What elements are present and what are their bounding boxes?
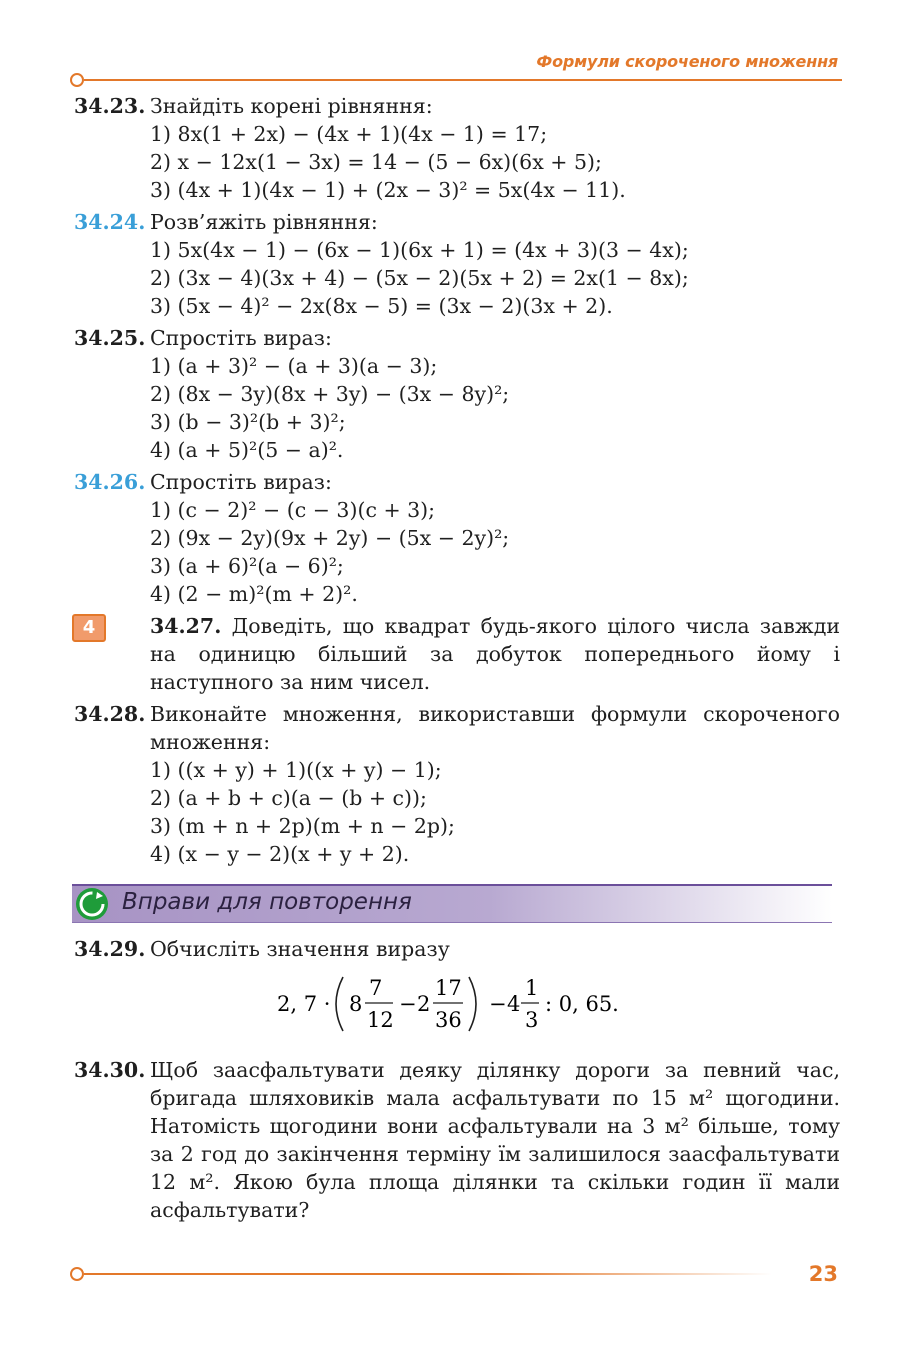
top-rule — [72, 79, 842, 81]
list-item: 3) (m + n + 2p)(m + n − 2p); — [150, 814, 455, 838]
list-item: 2) (9x − 2y)(9x + 2y) − (5x − 2y)²; — [150, 526, 510, 550]
bottom-rule — [72, 1273, 772, 1275]
problem-statement: Щоб заасфальтувати деяку ділянку дороги за певний час, бригада шляховиків мала асфальтувати по 15 м² щогодини. Натомість щогодини вони асфальтували на 3 м² більше, тому за 2 год до закінчення терміну їм залишилося заасфальтувати 12 м². Якою була площа ділянки та скільки годин її мали асфальтувати? — [150, 1058, 840, 1222]
list-item: 3) (a + 6)²(a − 6)²; — [150, 554, 344, 578]
problem-34-27 — [74, 612, 840, 696]
section-title: Формули скороченого множення — [536, 52, 838, 71]
problem-statement: Спростіть вираз: — [150, 470, 332, 494]
formula-den-b: 36 — [435, 1008, 462, 1032]
formula-whole-b: 2 — [417, 992, 431, 1016]
problem-number: 34.26. — [74, 470, 146, 494]
formula-whole-a: 8 — [349, 992, 363, 1016]
formula-minus: − — [399, 992, 417, 1016]
list-item: 4) (2 − m)²(m + 2)². — [150, 582, 358, 606]
problem-34-29 — [74, 935, 840, 1044]
problem-number: 34.23. — [74, 94, 146, 118]
list-item: 2) x − 12x(1 − 3x) = 14 − (5 − 6x)(6x + 5); — [150, 150, 602, 174]
problem-number: 34.30. — [74, 1058, 146, 1082]
formula-num-b: 17 — [435, 976, 462, 1000]
problem-34-25 — [74, 324, 840, 464]
list-item: 4) (x − y − 2)(x + y + 2). — [150, 842, 410, 866]
formula-whole-c: 4 — [507, 992, 521, 1016]
list-item: 3) (b − 3)²(b + 3)²; — [150, 410, 346, 434]
rule-circle-icon — [70, 1267, 84, 1281]
difficulty-marker-icon: 4 — [72, 614, 106, 642]
list-item: 1) (c − 2)² − (c − 3)(c + 3); — [150, 498, 436, 522]
problem-statement: Виконайте множення, використавши формули скороченого множення: — [150, 702, 840, 754]
problem-statement: Знайдіть корені рівняння: — [150, 94, 433, 118]
problem-34-30 — [74, 1056, 840, 1224]
formula-den-a: 12 — [367, 1008, 394, 1032]
problem-34-26 — [74, 468, 840, 608]
problem-number: 34.24. — [74, 210, 146, 234]
cycle-arrows-icon — [76, 888, 108, 920]
list-item: 2) (a + b + c)(a − (b + c)); — [150, 786, 427, 810]
problem-number: 34.27. — [150, 614, 222, 638]
problem-number: 34.25. — [74, 326, 146, 350]
problem-34-23 — [74, 92, 840, 204]
expression-formula — [74, 971, 840, 1044]
review-section-banner — [72, 884, 832, 923]
formula-minus: − — [489, 992, 507, 1016]
formula-den-c: 3 — [525, 1008, 539, 1032]
rule-circle-icon — [70, 73, 84, 87]
list-item: 2) (3x − 4)(3x + 4) − (5x − 2)(5x + 2) = 2x(1 − 8x); — [150, 266, 689, 290]
problem-statement: Спростіть вираз: — [150, 326, 332, 350]
page-number: 23 — [808, 1262, 838, 1286]
list-item: 3) (4x + 1)(4x − 1) + (2x − 3)² = 5x(4x − 11). — [150, 178, 626, 202]
list-item: 4) (a + 5)²(5 − a)². — [150, 438, 344, 462]
list-item: 1) 8x(1 + 2x) − (4x + 1)(4x − 1) = 17; — [150, 122, 548, 146]
problem-34-24 — [74, 208, 840, 320]
review-section-title: Вправи для повторення — [122, 889, 412, 915]
list-item: 1) ((x + y) + 1)((x + y) − 1); — [150, 758, 442, 782]
problem-34-28 — [74, 700, 840, 868]
formula-num-c: 1 — [525, 976, 539, 1000]
list-item: 3) (5x − 4)² − 2x(8x − 5) = (3x − 2)(3x + 2). — [150, 294, 613, 318]
page-content — [74, 92, 840, 1228]
problem-statement: 34.27. Доведіть, що квадрат будь-якого цілого числа завжди на одиницю більший за добуток попереднього йому і наступного за ним чисел. — [150, 614, 840, 694]
formula-lead: 2, 7 · — [277, 992, 331, 1016]
list-item: 2) (8x − 3y)(8x + 3y) − (3x − 8y)²; — [150, 382, 510, 406]
problem-statement: Обчисліть значення виразу — [150, 937, 450, 961]
problem-number: 34.28. — [74, 702, 146, 726]
problem-statement: Розв’яжіть рівняння: — [150, 210, 378, 234]
list-item: 1) 5x(4x − 1) − (6x − 1)(6x + 1) = (4x + 3)(3 − 4x); — [150, 238, 689, 262]
list-item: 1) (a + 3)² − (a + 3)(a − 3); — [150, 354, 438, 378]
problem-number: 34.29. — [74, 937, 146, 961]
formula-tail: : 0, 65. — [545, 992, 619, 1016]
formula-num-a: 7 — [369, 976, 383, 1000]
